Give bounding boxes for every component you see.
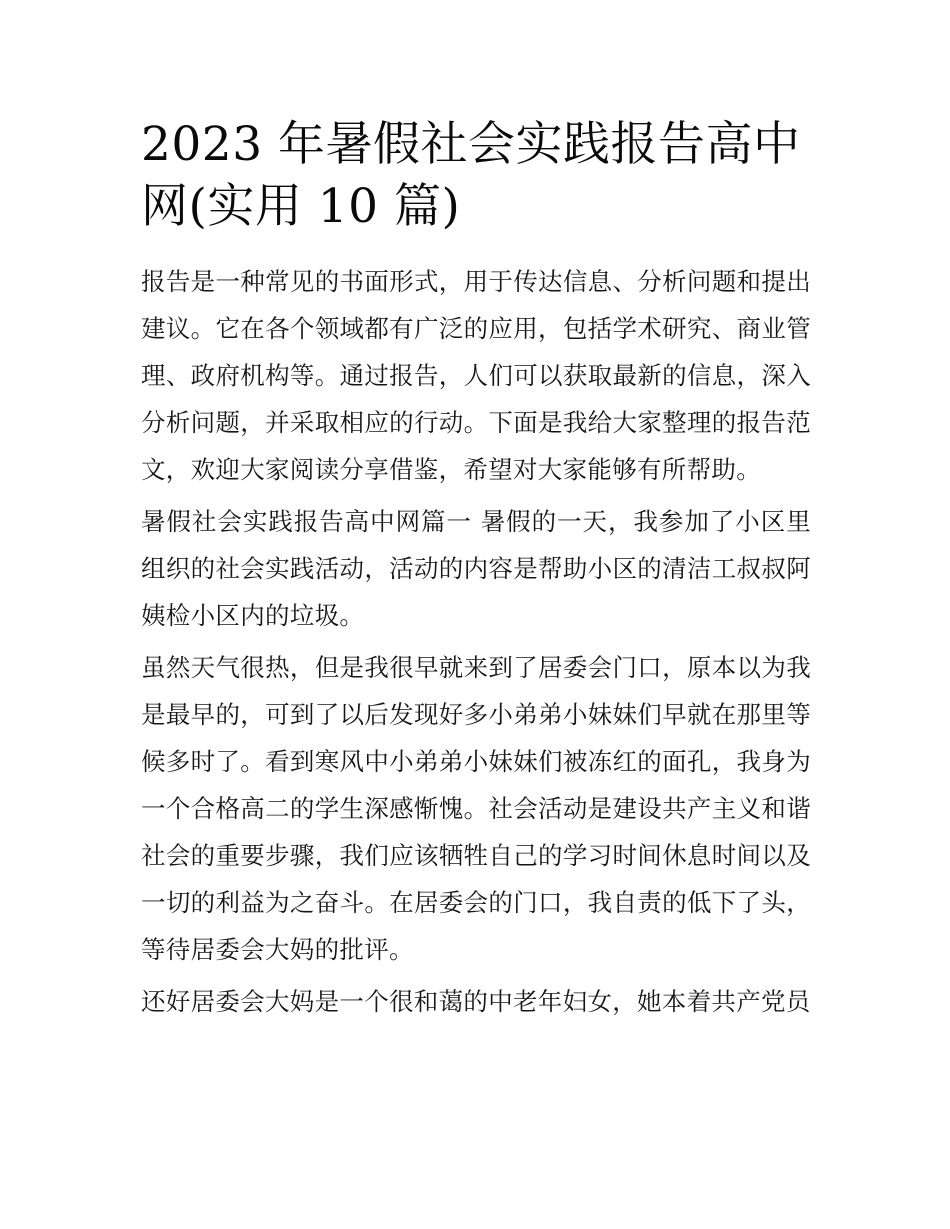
document-body [141,114,811,1030]
paragraph-1: 暑假社会实践报告高中网篇一 暑假的一天，我参加了小区里组织的社会实践活动，活动的内容是帮助小区的清洁工叔叔阿姨检小区内的垃圾。 [141,507,811,630]
paragraph-2: 虽然天气很热，但是我很早就来到了居委会门口，原本以为我是最早的，可到了以后发现好多小弟弟小妹妹们早就在那里等候多时了。看到寒风中小弟弟小妹妹们被冻红的面孔，我身为一个合格高二的学生深感惭愧。社会活动是建设共产主义和谐社会的重要步骤，我们应该牺牲自己的学习时间休息时间以及一切的利益为之奋斗。在居委会的门口，我自责的低下了头，等待居委会大妈的批评。 [141,653,811,964]
paragraph-3: 还好居委会大妈是一个很和蔼的中老年妇女，她本着共产党员 [141,987,811,1016]
paragraph-list [141,258,811,1025]
document-title: 2023 年暑假社会实践报告高中网(实用 10 篇) [141,117,801,234]
paragraph-intro: 报告是一种常见的书面形式，用于传达信息、分析问题和提出建议。它在各个领域都有广泛的应用，包括学术研究、商业管理、政府机构等。通过报告，人们可以获取最新的信息，深入分析问题，并采取相应的行动。下面是我给大家整理的报告范文，欢迎大家阅读分享借鉴，希望对大家能够有所帮助。 [141,267,811,484]
